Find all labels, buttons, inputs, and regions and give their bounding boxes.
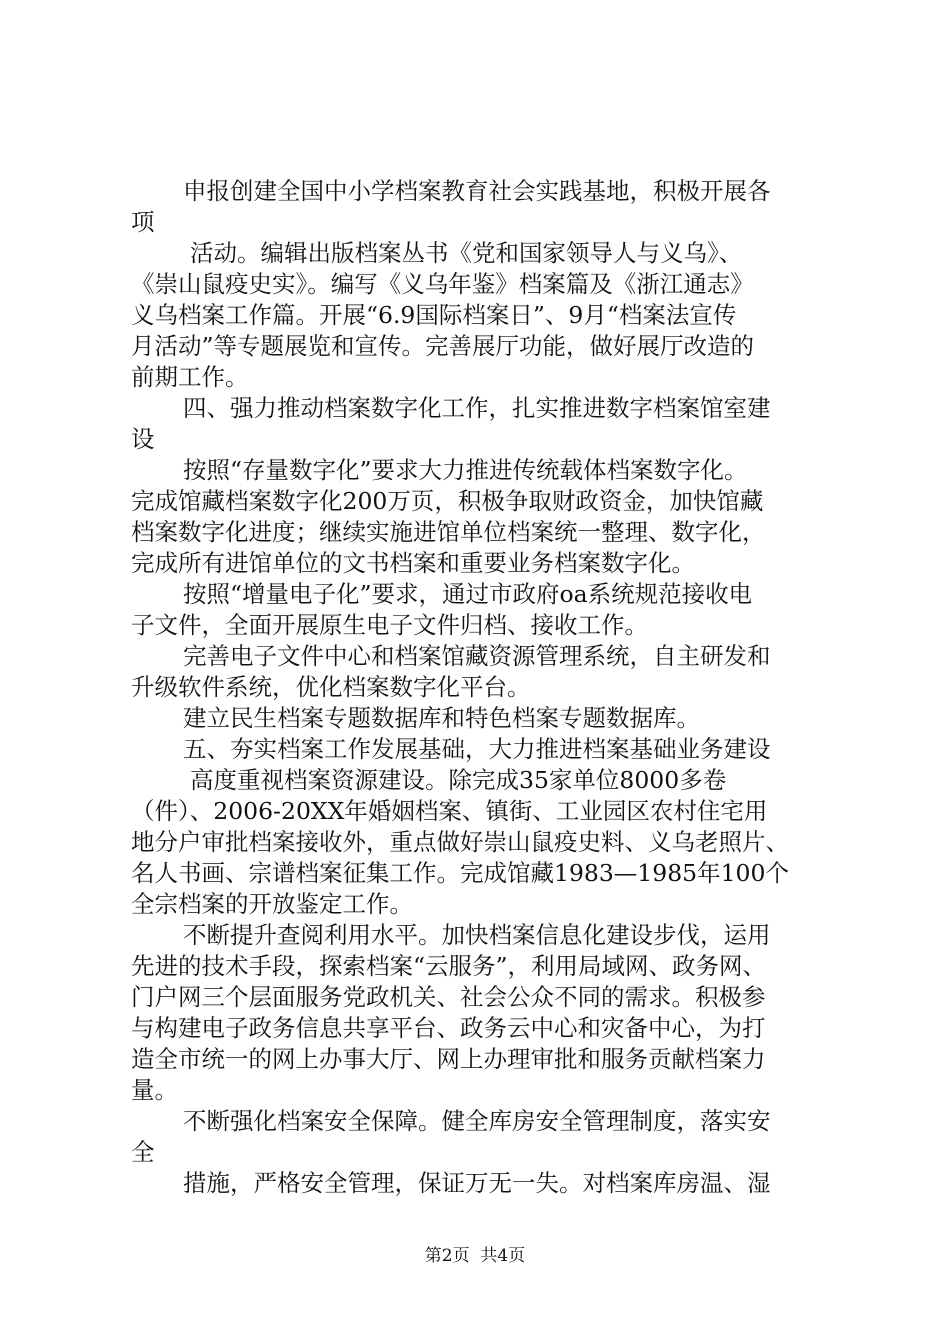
text-line-10: 按照“存量数字化”要求大力推进传统载体档案数字化。 (183, 456, 748, 484)
text-line-27: 门户网三个层面服务党政机关、社会公众不同的需求。积极参 (131, 983, 766, 1011)
text-line-6: 月活动”等专题展览和宣传。完善展厅功能，做好展厅改造的 (131, 332, 755, 360)
text-line-33: 措施，严格安全管理，保证万无一失。对档案库房温、湿 (183, 1169, 771, 1197)
text-line-19: 五、夯实档案工作发展基础，大力推进档案基础业务建设 (183, 735, 771, 763)
text-line-24: 全宗档案的开放鉴定工作。 (131, 890, 413, 918)
text-line-21: （件）、2006-20XX年婚姻档案、镇街、工业园区农村住宅用 (131, 797, 768, 825)
text-line-14: 按照“增量电子化”要求，通过市政府oa系统规范接收电 (183, 580, 753, 608)
text-line-5: 义乌档案工作篇。开展“6.9国际档案日”、9月“档案法宣传 (131, 301, 737, 329)
text-line-26: 先进的技术手段，探索档案“云服务”，利用局域网、政务网、 (131, 952, 767, 980)
text-line-18: 建立民生档案专题数据库和特色档案专题数据库。 (183, 704, 700, 732)
text-line-23: 名人书画、宗谱档案征集工作。完成馆藏1983—1985年100个 (131, 859, 789, 887)
text-line-8: 四、强力推动档案数字化工作，扎实推进数字档案馆室建 (183, 394, 771, 422)
text-line-11: 完成馆藏档案数字化200万页，积极争取财政资金，加快馆藏 (131, 487, 764, 515)
text-line-12: 档案数字化进度；继续实施进馆单位档案统一整理、数字化， (131, 518, 766, 546)
text-line-13: 完成所有进馆单位的文书档案和重要业务档案数字化。 (131, 549, 695, 577)
text-line-4: 《崇山鼠疫史实》。编写《义乌年鉴》档案篇及《浙江通志》 (131, 270, 754, 298)
text-line-22: 地分户审批档案接收外，重点做好崇山鼠疫史料、义乌老照片、 (131, 828, 789, 856)
text-line-7: 前期工作。 (131, 363, 249, 391)
text-line-16: 完善电子文件中心和档案馆藏资源管理系统，自主研发和 (183, 642, 771, 670)
text-line-29: 造全市统一的网上办事大厅、网上办理审批和服务贡献档案力 (131, 1045, 766, 1073)
text-line-20: 高度重视档案资源建设。除完成35家单位8000多卷 (190, 766, 727, 794)
text-line-9: 设 (131, 425, 155, 453)
text-line-25: 不断提升查阅利用水平。加快档案信息化建设步伐，运用 (183, 921, 771, 949)
text-line-31: 不断强化档案安全保障。健全库房安全管理制度，落实安 (183, 1107, 771, 1135)
text-line-17: 升级软件系统，优化档案数字化平台。 (131, 673, 531, 701)
text-line-3: 活动。编辑出版档案丛书《党和国家领导人与义乌》、 (190, 239, 743, 267)
page-footer: 第2页 共4页 (424, 1246, 526, 1266)
text-line-30: 量。 (131, 1076, 178, 1104)
text-line-32: 全 (131, 1138, 155, 1166)
text-line-2: 项 (131, 208, 155, 236)
text-line-1: 申报创建全国中小学档案教育社会实践基地，积极开展各 (183, 177, 771, 205)
text-line-15: 子文件，全面开展原生电子文件归档、接收工作。 (131, 611, 648, 639)
text-line-28: 与构建电子政务信息共享平台、政务云中心和灾备中心，为打 (131, 1014, 766, 1042)
